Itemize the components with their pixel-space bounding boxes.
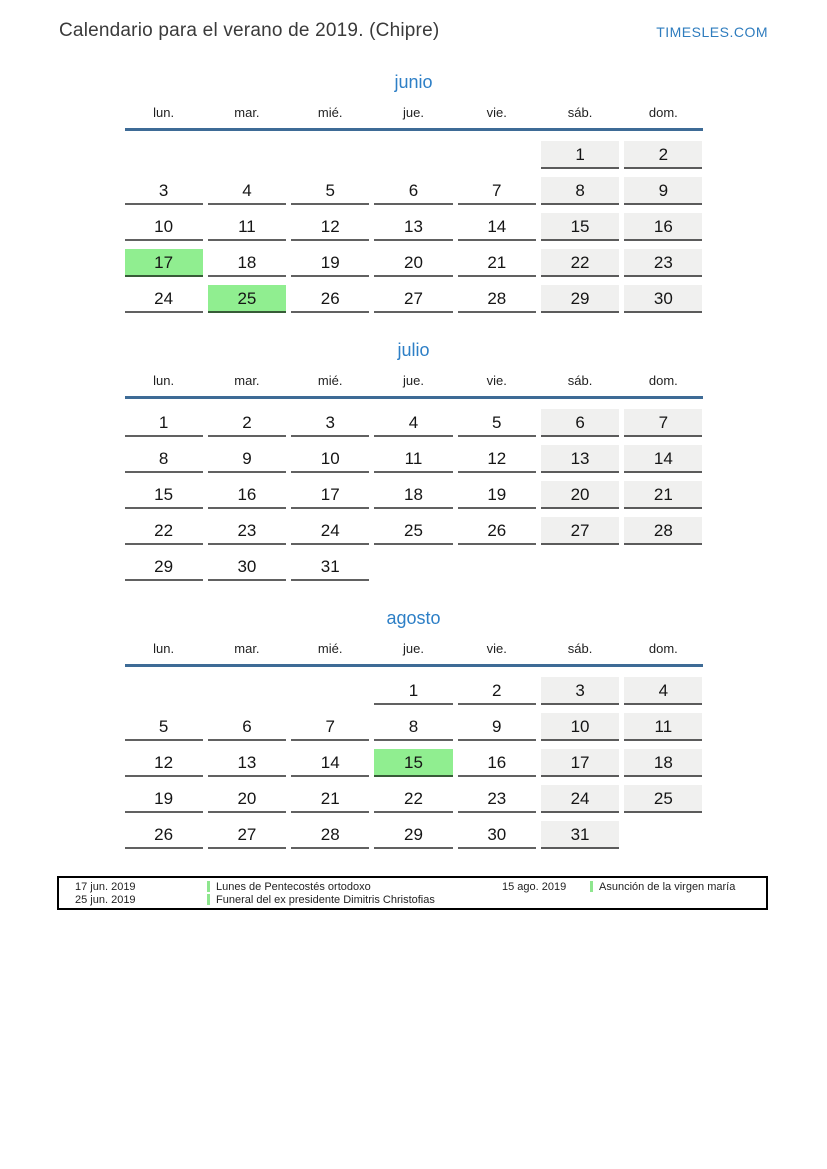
- day-cell: 4: [624, 677, 702, 705]
- divider-rule: [125, 128, 703, 131]
- weekday-row: [125, 641, 703, 656]
- day-cell: 7: [458, 177, 536, 205]
- day-cell: 1: [374, 677, 452, 705]
- weekday-label: mié.: [317, 105, 343, 120]
- day-cell: 10: [125, 213, 203, 241]
- day-cell: 3: [541, 677, 619, 705]
- day-cell: 21: [291, 785, 369, 813]
- day-cell: 17: [291, 481, 369, 509]
- legend-label: Funeral del ex presidente Dimitris Christofias: [216, 893, 435, 906]
- empty-cell: [291, 141, 369, 167]
- month-title: junio: [394, 72, 433, 92]
- day-cell: 4: [374, 409, 452, 437]
- month-block-julio: [125, 340, 703, 581]
- day-cell: 7: [291, 713, 369, 741]
- legend-entry: [75, 880, 435, 893]
- day-cell: 25: [624, 785, 702, 813]
- day-cell: 24: [125, 285, 203, 313]
- weekday-label: dom.: [648, 641, 678, 656]
- day-cell: 1: [125, 409, 203, 437]
- event-marker-icon: [590, 881, 593, 892]
- day-cell: 16: [624, 213, 702, 241]
- day-cell: 15: [541, 213, 619, 241]
- weekday-label: dom.: [648, 105, 678, 120]
- day-cell: 21: [624, 481, 702, 509]
- day-cell: 19: [291, 249, 369, 277]
- day-cell: 22: [374, 785, 452, 813]
- day-cell: 28: [291, 821, 369, 849]
- empty-cell: [208, 677, 286, 703]
- legend-entry: [502, 880, 735, 893]
- empty-cell: [125, 141, 203, 167]
- month-title: julio: [397, 340, 430, 360]
- day-cell: 27: [374, 285, 452, 313]
- weekday-label: lun.: [153, 641, 175, 656]
- empty-cell: [291, 677, 369, 703]
- day-cell: 8: [541, 177, 619, 205]
- weekday-label: mar.: [234, 373, 260, 388]
- day-cell: 16: [208, 481, 286, 509]
- legend-date: 25 jun. 2019: [75, 893, 136, 906]
- day-cell: 18: [624, 749, 702, 777]
- day-cell: 20: [208, 785, 286, 813]
- day-cell: 30: [458, 821, 536, 849]
- legend-date: 17 jun. 2019: [75, 880, 136, 893]
- day-cell: 24: [291, 517, 369, 545]
- empty-cell: [374, 141, 452, 167]
- day-cell: 31: [541, 821, 619, 849]
- day-cell: 9: [458, 713, 536, 741]
- day-cell: 5: [291, 177, 369, 205]
- day-cell: 26: [291, 285, 369, 313]
- weekday-label: vie.: [486, 373, 507, 388]
- legend-box: [57, 876, 768, 910]
- day-cell: 14: [624, 445, 702, 473]
- divider-rule: [125, 396, 703, 399]
- day-cell: 28: [624, 517, 702, 545]
- day-cell: 20: [541, 481, 619, 509]
- weekday-row: [125, 105, 703, 120]
- empty-cell: [541, 553, 619, 579]
- day-cell: 3: [291, 409, 369, 437]
- page-title: Calendario para el verano de 2019. (Chipre): [59, 20, 440, 41]
- month-block-junio: [125, 72, 703, 313]
- day-cell: 31: [291, 553, 369, 581]
- day-cell: 3: [125, 177, 203, 205]
- day-cell: 16: [458, 749, 536, 777]
- day-cell: 25: [374, 517, 452, 545]
- day-cell: 21: [458, 249, 536, 277]
- weekday-label: vie.: [486, 641, 507, 656]
- day-cell: 29: [541, 285, 619, 313]
- day-cell: 29: [374, 821, 452, 849]
- weekday-label: vie.: [486, 105, 507, 120]
- month-block-agosto: [125, 608, 703, 849]
- day-cell: 11: [208, 213, 286, 241]
- month-title: agosto: [386, 608, 441, 628]
- weekday-label: mar.: [234, 105, 260, 120]
- day-cell: 2: [208, 409, 286, 437]
- day-cell: 18: [374, 481, 452, 509]
- day-cell: 22: [125, 517, 203, 545]
- day-cell: 12: [125, 749, 203, 777]
- weekday-row: [125, 373, 703, 388]
- empty-cell: [374, 553, 452, 579]
- weekday-label: jue.: [403, 105, 424, 120]
- divider-rule: [125, 664, 703, 667]
- day-cell: 5: [458, 409, 536, 437]
- day-cell: 8: [374, 713, 452, 741]
- legend-label: Asunción de la virgen maría: [599, 880, 736, 893]
- weekday-label: lun.: [153, 105, 175, 120]
- day-cell: 1: [541, 141, 619, 169]
- day-cell: 8: [125, 445, 203, 473]
- empty-cell: [458, 553, 536, 579]
- day-cell: 26: [458, 517, 536, 545]
- day-cell: 6: [541, 409, 619, 437]
- holiday-cell: 17: [125, 249, 203, 277]
- day-cell: 11: [624, 713, 702, 741]
- empty-cell: [125, 677, 203, 703]
- holiday-cell: 25: [208, 285, 286, 313]
- day-cell: 11: [374, 445, 452, 473]
- day-cell: 4: [208, 177, 286, 205]
- legend-entry: [75, 893, 435, 906]
- day-cell: 30: [208, 553, 286, 581]
- empty-cell: [624, 821, 702, 847]
- day-cell: 17: [541, 749, 619, 777]
- day-cell: 28: [458, 285, 536, 313]
- day-cell: 22: [541, 249, 619, 277]
- day-cell: 9: [624, 177, 702, 205]
- day-cell: 27: [541, 517, 619, 545]
- event-marker-icon: [207, 894, 210, 905]
- weekday-label: jue.: [403, 641, 424, 656]
- day-cell: 7: [624, 409, 702, 437]
- day-cell: 19: [125, 785, 203, 813]
- day-cell: 10: [541, 713, 619, 741]
- weekday-label: jue.: [403, 373, 424, 388]
- month-grid: [125, 677, 703, 849]
- day-cell: 24: [541, 785, 619, 813]
- day-cell: 6: [208, 713, 286, 741]
- legend-label: Lunes de Pentecostés ortodoxo: [216, 880, 371, 893]
- day-cell: 19: [458, 481, 536, 509]
- day-cell: 13: [541, 445, 619, 473]
- day-cell: 6: [374, 177, 452, 205]
- holiday-cell: 15: [374, 749, 452, 777]
- day-cell: 14: [291, 749, 369, 777]
- weekday-label: mié.: [317, 373, 343, 388]
- day-cell: 12: [291, 213, 369, 241]
- legend-date: 15 ago. 2019: [502, 880, 567, 893]
- empty-cell: [208, 141, 286, 167]
- day-cell: 13: [208, 749, 286, 777]
- weekday-label: sáb.: [567, 641, 593, 656]
- day-cell: 23: [208, 517, 286, 545]
- day-cell: 9: [208, 445, 286, 473]
- weekday-label: mar.: [234, 641, 260, 656]
- day-cell: 26: [125, 821, 203, 849]
- month-grid: [125, 409, 703, 581]
- day-cell: 10: [291, 445, 369, 473]
- weekday-label: dom.: [648, 373, 678, 388]
- day-cell: 27: [208, 821, 286, 849]
- day-cell: 15: [125, 481, 203, 509]
- site-link[interactable]: TIMESLES.COM: [656, 24, 768, 40]
- day-cell: 20: [374, 249, 452, 277]
- day-cell: 29: [125, 553, 203, 581]
- page-header: [0, 0, 827, 42]
- day-cell: 2: [458, 677, 536, 705]
- event-marker-icon: [207, 881, 210, 892]
- day-cell: 13: [374, 213, 452, 241]
- day-cell: 2: [624, 141, 702, 169]
- day-cell: 5: [125, 713, 203, 741]
- weekday-label: lun.: [153, 373, 175, 388]
- legend-left-column: [75, 880, 435, 906]
- weekday-label: mié.: [317, 641, 343, 656]
- weekday-label: sáb.: [567, 105, 593, 120]
- day-cell: 23: [458, 785, 536, 813]
- legend-right-column: [502, 880, 735, 893]
- calendar-area: [125, 72, 703, 849]
- day-cell: 12: [458, 445, 536, 473]
- empty-cell: [458, 141, 536, 167]
- day-cell: 23: [624, 249, 702, 277]
- day-cell: 18: [208, 249, 286, 277]
- day-cell: 14: [458, 213, 536, 241]
- month-grid: [125, 141, 703, 313]
- empty-cell: [624, 553, 702, 579]
- day-cell: 30: [624, 285, 702, 313]
- weekday-label: sáb.: [567, 373, 593, 388]
